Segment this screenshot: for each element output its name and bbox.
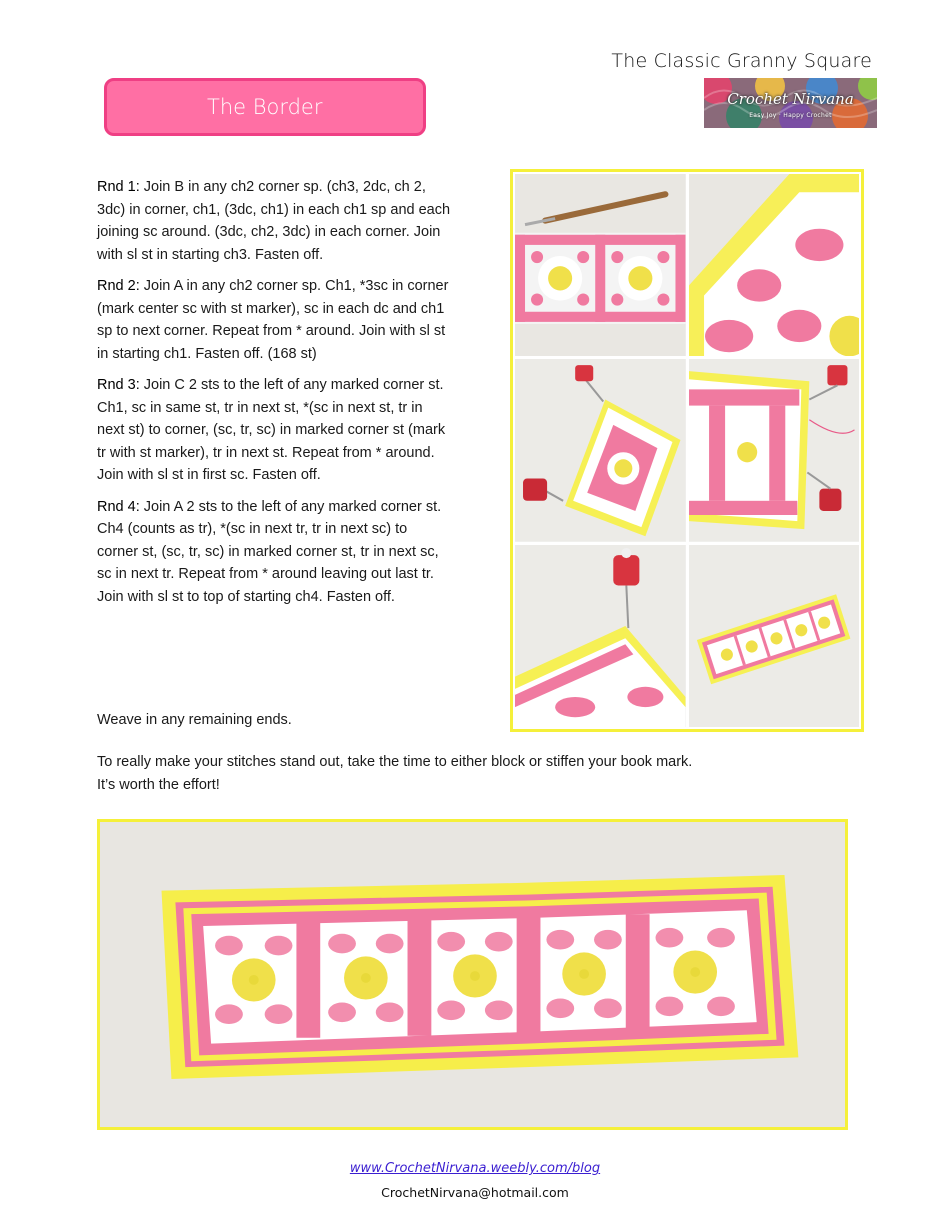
contact-email: CrochetNirvana@hotmail.com	[381, 1185, 569, 1200]
photo-bead-corner	[515, 545, 686, 727]
round-label: Rnd 3:	[97, 377, 140, 393]
round-label: Rnd 4:	[97, 498, 140, 515]
crochet-photo-icon	[515, 545, 686, 727]
progress-photo-grid	[510, 169, 864, 732]
crochet-photo-icon	[515, 359, 686, 541]
round-3	[97, 374, 452, 487]
photo-yellow-border	[689, 174, 860, 356]
round-text: Join C 2 sts to the left of any marked corner st. Ch1, sc in same st, tr in next st, *(sc in next st, tr in next st) to corner, (sc, tr, sc) in marked corner st (mark tr with st marker), tr in next st. Repeat from * around. Join with sl st in first sc. Fasten off.	[97, 377, 446, 483]
instructions	[97, 176, 452, 617]
crochet-photo-icon	[689, 174, 860, 356]
round-label: Rnd 1:	[97, 179, 140, 195]
section-banner	[104, 78, 426, 136]
crochet-photo-icon	[689, 545, 860, 727]
round-text: Join A 2 sts to the left of any marked corner st. Ch4 (counts as tr), *(sc in next tr, tr in next sc) to corner st, (sc, tr, sc) in marked corner st, tr in next sc, sc in next tr. Repeat from * around leaving out last tr. Join with sl st to top of starting ch4. Fasten off.	[97, 498, 442, 605]
photo-bead-square-2	[689, 359, 860, 541]
round-4	[97, 496, 452, 609]
crochet-photo-icon	[689, 359, 860, 541]
photo-finished-small	[689, 545, 860, 727]
photo-bead-square	[515, 359, 686, 541]
crochet-photo-icon	[515, 174, 686, 356]
round-label: Rnd 2:	[97, 278, 140, 294]
tip-text	[97, 751, 797, 797]
photo-hook-strip	[515, 174, 686, 356]
blog-link[interactable]: www.CrochetNirvana.weebly.com/blog	[349, 1161, 601, 1176]
finished-bookmark-photo	[97, 819, 848, 1130]
logo-tagline: Easy Joy · Happy Crochet	[749, 112, 832, 119]
document-title: The Classic Granny Square	[611, 50, 872, 72]
crochet-nirvana-logo	[704, 78, 877, 128]
weave-text: Weave in any remaining ends.	[97, 712, 292, 728]
round-2	[97, 275, 452, 365]
round-1	[97, 176, 452, 266]
section-title: The Border	[207, 95, 323, 119]
round-text: Join A in any ch2 corner sp. Ch1, *3sc in corner (mark center sc with st marker), sc in each dc and ch1 sp to next corner. Repeat from * around. Join with sl st in starting ch1. Fasten off. (168 st)	[97, 278, 449, 362]
crochet-photo-icon	[100, 822, 845, 1127]
tip-line-1: To really make your stitches stand out, take the time to either block or stiffen your book mark.	[97, 754, 693, 770]
round-text: Join B in any ch2 corner sp. (ch3, 2dc, ch 2, 3dc) in corner, ch1, (3dc, ch1) in each ch1 sp and each joining sc around. (3dc, ch2, 3dc) in each corner. Join with sl st in starting ch3. Fasten off.	[97, 179, 451, 263]
tip-line-2: It’s worth the effort!	[97, 777, 220, 793]
logo-name: Crochet Nirvana	[727, 90, 854, 108]
